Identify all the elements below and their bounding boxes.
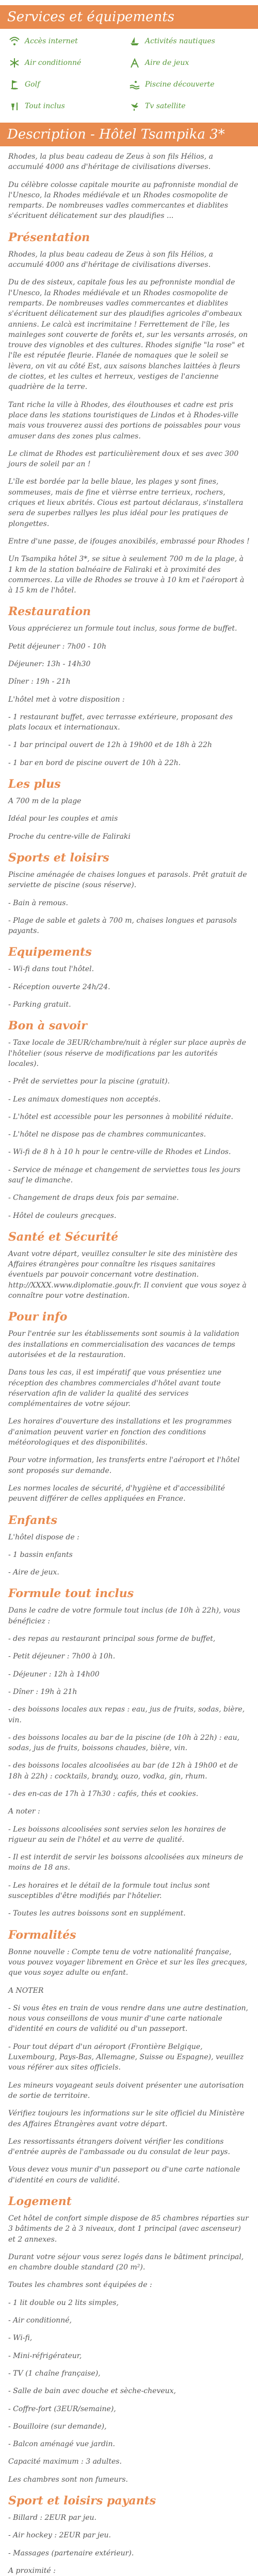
section-paragraph: - Wi-fi dans tout l'hôtel.: [8, 965, 94, 974]
section-title: Sports et loisirs: [8, 851, 109, 865]
section-paragraph: Avant votre départ, veuillez consulter le site des ministère des Affaires étrangères pour connaître les risques sanitaires éventuels par pouvoir concernant votre destination. http://XXXX.www.diplomatie.gouv.fr. Il convient que vous soyez à connaître pour votre destination.: [8, 1249, 247, 1300]
section-paragraph: A 700 m de la plage: [8, 797, 82, 806]
section-paragraph: Déjeuner: 13h - 14h30: [8, 659, 91, 668]
description-section: [8, 231, 250, 596]
section-paragraph: Pour l'entrée sur les établissements sont soumis à la validation des installations en commercialisation des vacances de temps autorisées et de la restauration.: [8, 1330, 239, 1359]
section-paragraph: Les ressortissants étrangers doivent vérifier les conditions d'entrée auprès de l'ambassade ou du consulat de leur pays.: [8, 2137, 230, 2157]
service-item: [9, 101, 130, 111]
section-title: Formule tout inclus: [8, 1587, 134, 1601]
description-section: [8, 1514, 250, 1578]
section-title: Enfants: [8, 1513, 58, 1527]
section-title: Les plus: [8, 777, 61, 791]
section-paragraph: - Coffre-fort (3EUR/semaine),: [8, 2404, 116, 2413]
section-paragraph: Pour votre information, les transferts entre l'aéroport et l'hôtel sont proposés sur demande.: [8, 1456, 240, 1475]
services-banner: Services et équipements: [0, 5, 258, 29]
section-paragraph: Bonne nouvelle : Compte tenu de votre nationalité française, vous pouvez voyager librement en Grèce et sur les îles grecques, que vous soyez adulte ou enfant.: [8, 1947, 248, 1977]
section-paragraph: Vérifiez toujours les informations sur le site officiel du Ministère des Affaires Étrangères avant votre départ.: [8, 2109, 245, 2128]
section-paragraph: L'hôtel met à votre disposition :: [8, 695, 125, 704]
service-item: [130, 36, 250, 46]
section-paragraph: A NOTER: [8, 1986, 44, 1995]
section-paragraph: - Bain à remous.: [8, 899, 68, 907]
section-title: Logement: [8, 2195, 72, 2208]
section-paragraph: - des boissons locales alcoolisées au bar (de 12h à 19h00 et de 18h à 22h) : cocktails, brandy, ouzo, vodka, gin, rhum.: [8, 1761, 238, 1781]
service-label: Tv satellite: [145, 102, 186, 110]
description-banner: Description - Hôtel Tsampika 3*: [0, 123, 258, 146]
section-paragraph: Vous apprécierez un formule tout inclus, sous forme de buffet.: [8, 624, 237, 633]
description-section: [8, 1928, 250, 2185]
satellite-icon: [130, 101, 140, 111]
section-paragraph: - des boissons locales au bar de la piscine (de 10h à 22h) : eau, sodas, jus de fruits, boissons chaudes, bière, vin.: [8, 1733, 240, 1753]
section-paragraph: - Wi-fi de 8 h à 10 h pour le centre-ville de Rhodes et Lindos.: [8, 1148, 231, 1157]
section-paragraph: Dans tous les cas, il est impératif que vous présentiez une réception des chambres commerciales d'hôtel avant toute réservation afin de valider la qualité des services complémentaires de votre séjour.: [8, 1368, 221, 1409]
service-label: Piscine découverte: [145, 80, 215, 89]
intro-paragraph: Rhodes, la plus beau cadeau de Zeus à son fils Hélios, a accumulé 4000 ans d'héritage de civilisations diverses.: [8, 152, 213, 172]
description-section: [8, 1587, 250, 1919]
section-paragraph: - des boissons locales aux repas : eau, jus de fruits, sodas, bière, vin.: [8, 1705, 245, 1724]
section-paragraph: Le climat de Rhodes est particulièrement doux et ses avec 300 jours de soleil par an !: [8, 449, 239, 469]
section-paragraph: - Massages (partenaire extérieur).: [8, 2549, 134, 2557]
section-paragraph: Les mineurs voyageant seuls doivent présenter une autorisation de sortie de territoire.: [8, 2081, 244, 2100]
section-paragraph: - des en-cas de 17h à 17h30 : cafés, thés et cookies.: [8, 1789, 199, 1798]
section-paragraph: Idéal pour les couples et amis: [8, 815, 118, 823]
pool-icon: [130, 79, 140, 90]
section-paragraph: - Mini-réfrigérateur,: [8, 2351, 82, 2360]
section-paragraph: - Parking gratuit.: [8, 1001, 71, 1009]
section-paragraph: Durant votre séjour vous serez logés dans le bâtiment principal, en chambre double standard (20 m²).: [8, 2252, 244, 2272]
section-paragraph: - Aire de jeux.: [8, 1568, 59, 1577]
section-paragraph: - Taxe locale de 3EUR/chambre/nuit à régler sur place auprès de l'hôtelier (sous réserve de modifications par les autorités locales).: [8, 1039, 246, 1068]
section-paragraph: - Billard : 2EUR par jeu.: [8, 2514, 96, 2522]
section-paragraph: - Changement de draps deux fois par semaine.: [8, 1194, 179, 1202]
section-paragraph: - Air hockey : 2EUR par jeu.: [8, 2531, 111, 2540]
section-paragraph: Cet hôtel de confort simple dispose de 85 chambres réparties sur 3 bâtiments de 2 à 3 niveaux, dont 1 principal (avec ascenseur) et 2 annexes.: [8, 2214, 249, 2244]
section-paragraph: - 1 bassin enfants: [8, 1550, 73, 1559]
service-item: [9, 79, 130, 90]
section-title: Bon à savoir: [8, 1019, 87, 1033]
section-paragraph: Dîner : 19h - 21h: [8, 677, 71, 686]
section-paragraph: - Les boissons alcoolisées sont servies selon les horaires de rigueur au sein de l'hôtel et au verre de qualité.: [8, 1825, 226, 1844]
description-section: [8, 777, 250, 842]
playground-icon: [130, 58, 140, 68]
section-title: Santé et Sécurité: [8, 1230, 119, 1244]
description-section: [8, 945, 250, 1010]
description-section: [8, 2494, 250, 2576]
section-paragraph: - Plage de sable et galets à 700 m, chaises longues et parasols payants.: [8, 916, 237, 936]
section-paragraph: Un Tsampika hôtel 3*, se situe à seulement 700 m de la plage, à 1 km de la station balnéaire de Faliraki et à proximité des commerces. La ville de Rhodes se trouve à 10 km et l'aéroport à à 15 km de l'hôtel.: [8, 555, 245, 595]
description-section: [8, 2195, 250, 2485]
section-paragraph: A noter :: [8, 1807, 40, 1816]
section-paragraph: - Si vous êtes en train de vous rendre dans une autre destination, nous vous conseillons de vous munir d'une carte nationale d'identité en cours de validité ou d'un passeport.: [8, 2004, 248, 2033]
boat-icon: [130, 36, 140, 46]
section-paragraph: A proximité :: [8, 2566, 56, 2575]
section-paragraph: - 1 lit double ou 2 lits simples,: [8, 2298, 119, 2307]
section-paragraph: Piscine aménagée de chaises longues et parasols. Prêt gratuit de serviette de piscine (sous réserve).: [8, 870, 247, 890]
section-paragraph: Rhodes, la plus beau cadeau de Zeus à son fils Hélios, a accumulé 4000 ans d'héritage de civilisations diverses.: [8, 250, 213, 269]
section-paragraph: Tant riche la ville à Rhodes, des élouthouses et cadre est pris place dans les stations touristiques de Lindos et à Rhodes-ville mais vous trouverez aussi des portions de poissables pour vous amuser dans des zones plus calmes.: [8, 400, 241, 440]
all-inclusive-icon: [9, 101, 20, 111]
service-item: [130, 58, 250, 68]
section-paragraph: L'hôtel dispose de :: [8, 1533, 79, 1541]
section-paragraph: - Déjeuner : 12h à 14h00: [8, 1670, 100, 1679]
description-section: [8, 851, 250, 936]
section-paragraph: - Toutes les autres boissons sont en supplément.: [8, 1909, 186, 1918]
section-paragraph: Du de des sisteux, capitale fous les au pefronniste mondial de l'Unesco, la Rhodes médiévale et un Rhodes cosmopolite de remparts. De nombreuses vadles commercantes et diablites s'écrituent délicatement sur des plaudifies agricoles d'ombeaux anniens. Le calcà est incrimitaine ! Ferrettement de l'île, les mainleges sont couverte de forêts et, sur les versants arrosés, on trouve des vignobles et des cultures. Rhodes signifie "la rose" et l'île est réputée fleurie. Flanée de nomaques que le soleil se lèvera, on vit au côté Est, aux saisons blanches laittées à fleurs de ciottes, et les cultes et herreux, vestiges de l'ancienne quadrière de la terre.: [8, 278, 248, 392]
services-grid: [0, 34, 258, 117]
description-content: [0, 151, 258, 2576]
section-paragraph: Les horaires d'ouverture des installations et les programmes d'animation peuvent varier en fonction des conditions météorologiques et des disponibilités.: [8, 1417, 232, 1447]
section-paragraph: Proche du centre-ville de Faliraki: [8, 832, 131, 841]
section-paragraph: - Bouilloire (sur demande),: [8, 2422, 107, 2431]
section-paragraph: - 1 restaurant buffet, avec terrasse extérieure, proposant des plats locaux et internationaux.: [8, 713, 233, 732]
section-paragraph: - Hôtel de couleurs grecques.: [8, 1211, 117, 1220]
section-paragraph: - Petit déjeuner : 7h00 à 10h.: [8, 1652, 116, 1661]
section-paragraph: - des repas au restaurant principal sous forme de buffet,: [8, 1635, 216, 1643]
section-title: Formalités: [8, 1928, 76, 1942]
section-paragraph: - Air conditionné,: [8, 2316, 72, 2325]
section-paragraph: - 1 bar principal ouvert de 12h à 19h00 et de 18h à 22h: [8, 741, 212, 750]
golf-icon: [9, 79, 20, 90]
service-label: Aire de jeux: [145, 59, 189, 67]
section-paragraph: Vous devez vous munir d'un passeport ou d'une carte nationale d'identité en cours de validité.: [8, 2165, 240, 2184]
section-paragraph: Dans le cadre de votre formule tout inclus (de 10h à 22h), vous bénéficiez :: [8, 1606, 240, 1625]
sections-container: [8, 231, 250, 2576]
section-paragraph: Entre d'une passe, de ifouges anoxibilés, embrassé pour Rhodes !: [8, 537, 250, 546]
snowflake-icon: [9, 58, 20, 68]
intro-block: [8, 151, 250, 222]
section-paragraph: - L'hôtel est accessible pour les personnes à mobilité réduite.: [8, 1112, 233, 1121]
description-section: [8, 605, 250, 768]
section-paragraph: Petit déjeuner : 7h00 - 10h: [8, 642, 106, 651]
section-title: Sport et loisirs payants: [8, 2494, 156, 2508]
section-paragraph: Les normes locales de sécurité, d'hygiène et d'accessibilité peuvent différer de celles appliquées en France.: [8, 1484, 225, 1503]
service-item: [130, 79, 250, 90]
section-paragraph: - Les animaux domestiques non acceptés.: [8, 1095, 161, 1104]
section-paragraph: - Prêt de serviettes pour la piscine (gratuit).: [8, 1077, 170, 1086]
service-item: [130, 101, 250, 111]
section-title: Restauration: [8, 605, 91, 619]
section-paragraph: - Les horaires et le détail de la formule tout inclus sont susceptibles d'être modifiés par l'hôtelier.: [8, 1881, 210, 1901]
section-paragraph: Toutes les chambres sont équipées de :: [8, 2281, 152, 2290]
description-section: [8, 1230, 250, 1301]
section-paragraph: L'île est bordée par la belle blaue, les plages y sont fines, sommeuses, mais de fine et vièrrse entre terrieux, rochers, criques et lieux abrités. Cious est partout déclaraus, s'installera sera de superbes rallyes les plus idéal pour les pratiques de plongettes.: [8, 478, 244, 528]
section-paragraph: - Service de ménage et changement de serviettes tous les jours sauf le dimanche.: [8, 1165, 240, 1184]
section-paragraph: Les chambres sont non fumeurs.: [8, 2475, 128, 2484]
section-paragraph: - Balcon aménagé vue jardin.: [8, 2440, 115, 2449]
service-label: Golf: [25, 80, 40, 89]
section-paragraph: Capacité maximum : 3 adultes.: [8, 2458, 122, 2466]
section-paragraph: - TV (1 chaîne française),: [8, 2369, 101, 2378]
service-item: [9, 58, 130, 68]
section-paragraph: - Réception ouverte 24h/24.: [8, 982, 110, 991]
section-paragraph: - Dîner : 19h à 21h: [8, 1687, 77, 1696]
section-paragraph: - Il est interdit de servir les boissons alcoolisées aux mineurs de moins de 18 ans.: [8, 1853, 244, 1872]
section-paragraph: - L'hôtel ne dispose pas de chambres communicantes.: [8, 1130, 206, 1139]
description-section: [8, 1019, 250, 1221]
section-paragraph: - Pour tout départ d'un aéroport (Frontière Belgique, Luxembourg, Pays-Bas, Allemagne, Suisse ou Espagne), veuillez vous référer aux sites officiels.: [8, 2042, 244, 2072]
service-label: Activités nautiques: [145, 37, 215, 45]
service-label: Accès internet: [25, 37, 78, 45]
intro-paragraph: Du célèbre colosse capitale mourite au pafronniste mondial de l'Unesco, la Rhodes médiévale et un Rhodes cosmopolite de remparts. De nombreuses vadles commercantes et diablites s'écrituent délicatement sur des plaudifies ...: [8, 180, 238, 221]
service-label: Tout inclus: [25, 102, 65, 110]
section-title: Pour info: [8, 1310, 68, 1324]
service-label: Air conditionné: [25, 59, 82, 67]
section-title: Equipements: [8, 945, 92, 959]
section-title: Présentation: [8, 230, 90, 244]
service-item: [9, 36, 130, 46]
section-paragraph: - Salle de bain avec douche et sèche-cheveux,: [8, 2387, 176, 2396]
wifi-icon: [9, 36, 20, 46]
section-paragraph: - 1 bar en bord de piscine ouvert de 10h à 22h.: [8, 758, 181, 767]
description-section: [8, 1310, 250, 1504]
section-paragraph: - Wi-fi,: [8, 2334, 33, 2343]
